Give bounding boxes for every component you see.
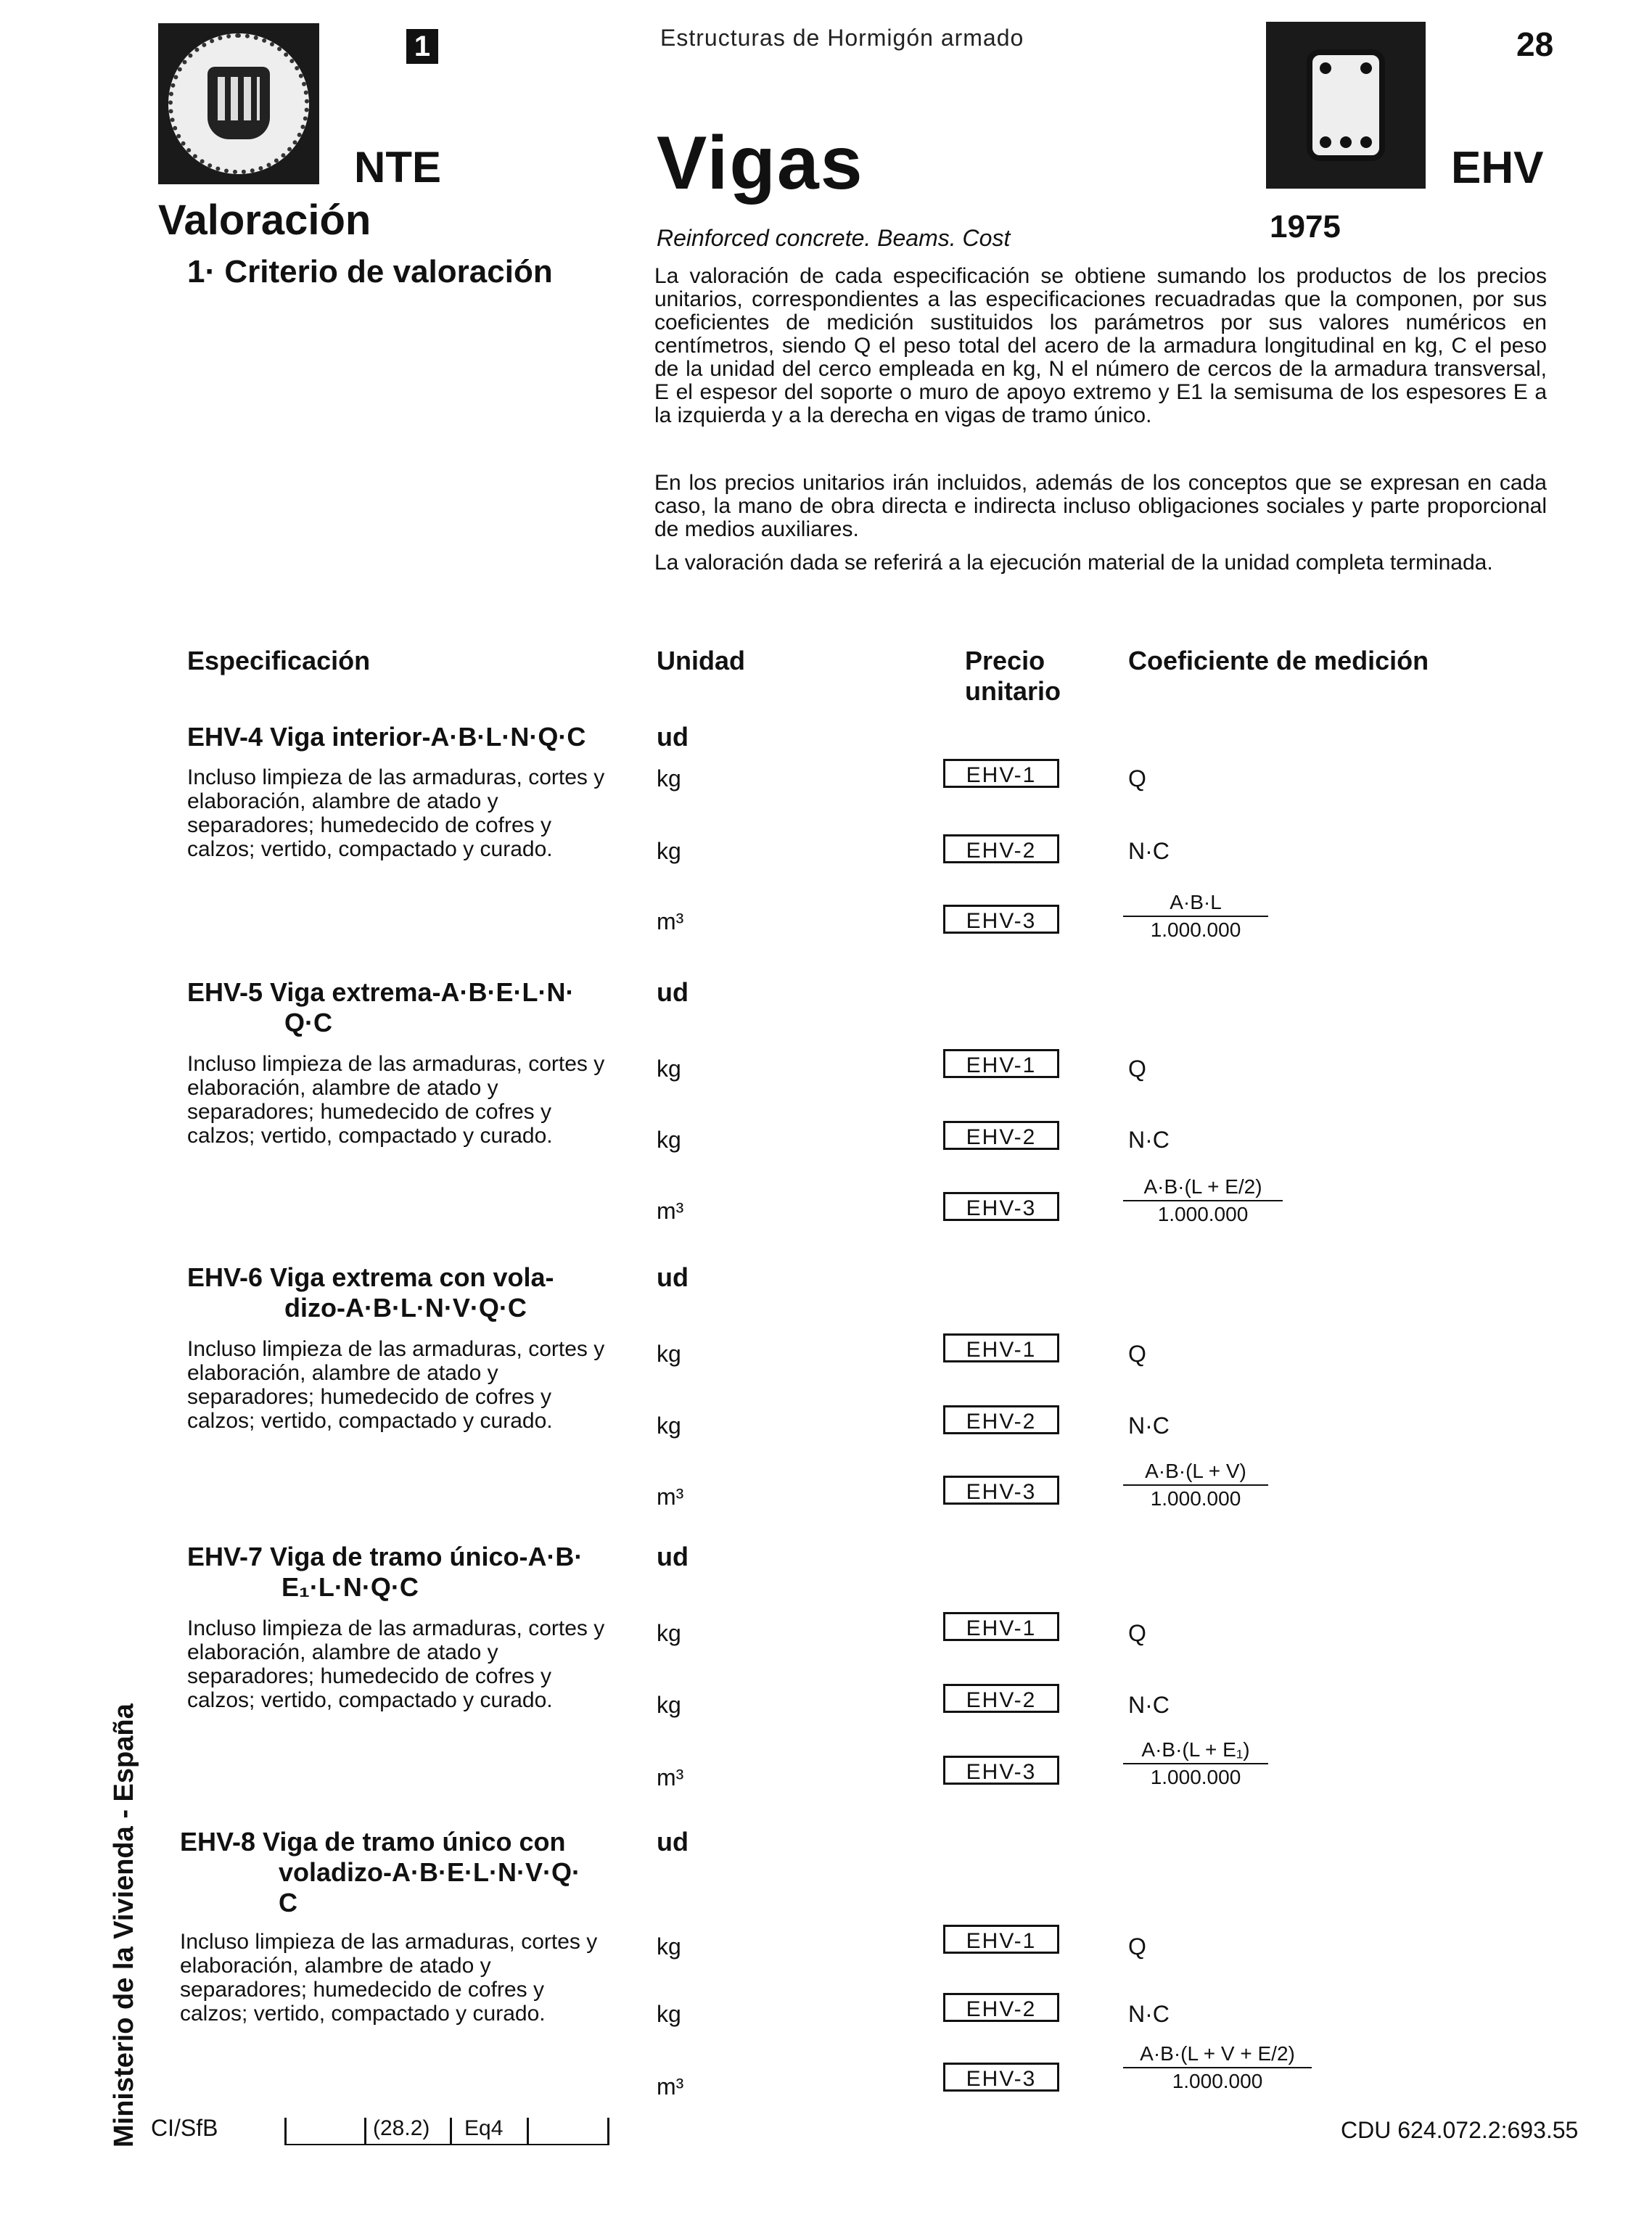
coefficient-fraction <box>1123 1460 1268 1510</box>
document-code: EHV <box>1451 143 1544 193</box>
coefficient: Q <box>1128 1933 1146 1960</box>
col-especificacion: Especificación <box>187 646 371 675</box>
coefficient: Q <box>1128 765 1146 792</box>
price-box: EHV-1 <box>943 1333 1059 1362</box>
spec-description: Incluso limpieza de las armaduras, cortes y elaboración, alambre de atado y separadores; humedecido de cofres y calzos; vertido, compactado y curado. <box>187 765 605 861</box>
fraction-numerator: A·B·(L + V + E/2) <box>1123 2042 1312 2068</box>
year: 1975 <box>1270 209 1341 244</box>
spec-code: EHV-8 Viga de tramo único con <box>180 1827 566 1857</box>
spec-unit: ud <box>657 722 689 752</box>
section-title: Valoración <box>158 197 371 244</box>
col-coeficiente: Coeficiente de medición <box>1128 646 1429 675</box>
price-box: EHV-1 <box>943 1925 1059 1954</box>
paragraph-2: En los precios unitarios irán incluidos, además de los conceptos que se expresan en cada caso, la mano de obra directa e indirecta incluso obligaciones sociales y parte proporcional de medios auxiliares. <box>654 471 1547 541</box>
fraction-denominator: 1.000.000 <box>1172 2070 1263 2092</box>
vertical-caption-text: Ministerio de la Vivienda - España <box>109 1703 139 2147</box>
paragraph-3: La valoración dada se referirá a la ejecución material de la unidad completa terminada. <box>654 551 1493 575</box>
price-box: EHV-3 <box>943 1756 1059 1785</box>
spec-description: Incluso limpieza de las armaduras, cortes y elaboración, alambre de atado y separadores; humedecido de cofres y calzos; vertido, compactado y curado. <box>187 1052 605 1148</box>
fraction-denominator: 1.000.000 <box>1157 1203 1249 1225</box>
grid-divider <box>364 2118 366 2144</box>
beam-section-icon <box>1266 22 1426 189</box>
fraction-denominator: 1.000.000 <box>1150 1766 1241 1788</box>
spec-unit: ud <box>657 1827 689 1857</box>
english-subtitle: Reinforced concrete. Beams. Cost <box>657 225 1011 251</box>
nte-label: NTE <box>354 143 441 192</box>
spec-code-cont: Q·C <box>284 1008 332 1037</box>
col-precio-2: unitario <box>965 676 1061 706</box>
row-unit: kg <box>657 765 681 792</box>
row-unit: m³ <box>657 2073 684 2100</box>
spec-code: EHV-7 Viga de tramo único-A·B· <box>187 1542 583 1571</box>
spec-code: EHV-5 Viga extrema-A·B·E·L·N· <box>187 977 575 1007</box>
spec-description: Incluso limpieza de las armaduras, cortes y elaboración, alambre de atado y separadores; humedecido de cofres y calzos; vertido, compactado y curado. <box>187 1616 605 1712</box>
cisfb-cell-1: (28.2) <box>373 2116 430 2140</box>
header-subtitle: Estructuras de Hormigón armado <box>660 25 1024 51</box>
coefficient: Q <box>1128 1056 1146 1082</box>
spec-description: Incluso limpieza de las armaduras, cortes y elaboración, alambre de atado y separadores; humedecido de cofres y calzos; vertido, compactado y curado. <box>180 1930 598 2026</box>
fraction-denominator: 1.000.000 <box>1150 918 1241 941</box>
page-number: 28 <box>1516 25 1554 63</box>
row-unit: kg <box>657 1933 681 1960</box>
row-unit: kg <box>657 1127 681 1153</box>
spec-description: Incluso limpieza de las armaduras, cortes y elaboración, alambre de atado y separadores; humedecido de cofres y calzos; vertido, compactado y curado. <box>187 1337 605 1433</box>
coefficient: N·C <box>1128 2001 1170 2027</box>
coefficient: N·C <box>1128 1413 1170 1439</box>
row-unit: m³ <box>657 1484 684 1510</box>
row-unit: m³ <box>657 908 684 934</box>
spec-code-cont: C <box>279 1888 297 1917</box>
spec-unit: ud <box>657 977 689 1007</box>
row-unit: m³ <box>657 1198 684 1224</box>
ministry-seal <box>158 23 319 184</box>
fraction-numerator: A·B·L <box>1123 891 1268 917</box>
price-box: EHV-2 <box>943 1121 1059 1150</box>
coefficient: N·C <box>1128 1127 1170 1153</box>
cisfb-cell-2: Eq4 <box>464 2116 504 2140</box>
grid-divider <box>607 2118 609 2144</box>
spec-unit: ud <box>657 1542 689 1571</box>
tomo-badge: 1 <box>406 29 438 64</box>
fraction-numerator: A·B·(L + E₁) <box>1123 1738 1268 1764</box>
coefficient-fraction <box>1123 1175 1283 1226</box>
coefficient-fraction <box>1123 891 1268 942</box>
grid-divider <box>527 2118 529 2144</box>
paragraph-1: La valoración de cada especificación se obtiene sumando los productos de los precios unitarios, correspondientes a las especificaciones recuadradas que la componen, por sus coeficientes de medición sustituidos los parámetros por sus valores numéricos en centímetros, siendo Q el peso total del acero de la armadura longitudinal en kg, C el peso de la unidad del cerco empleada en kg, N el número de cercos de la armadura transversal, E el espesor del soporte o muro de apoyo extremo y E1 la semisuma de los espesores E a la izquierda y a la derecha en vigas de tramo único. <box>654 264 1547 427</box>
cdu-code: CDU 624.072.2:693.55 <box>1341 2117 1579 2143</box>
price-box: EHV-3 <box>943 1192 1059 1221</box>
price-box: EHV-2 <box>943 1993 1059 2022</box>
row-unit: kg <box>657 1413 681 1439</box>
spec-code: EHV-4 Viga interior-A·B·L·N·Q·C <box>187 722 586 752</box>
spec-code-cont: E₁·L·N·Q·C <box>282 1572 419 1602</box>
vertical-caption <box>109 1683 152 2147</box>
price-box: EHV-2 <box>943 834 1059 863</box>
row-unit: kg <box>657 1692 681 1718</box>
coefficient-fraction <box>1123 1738 1268 1789</box>
coefficient: Q <box>1128 1341 1146 1367</box>
fraction-numerator: A·B·(L + E/2) <box>1123 1175 1283 1201</box>
spec-code-cont: voladizo-A·B·E·L·N·V·Q· <box>279 1857 580 1887</box>
row-unit: kg <box>657 838 681 864</box>
cisfb-classification-grid <box>284 2115 609 2145</box>
price-box: EHV-3 <box>943 2063 1059 2092</box>
price-box: EHV-1 <box>943 1049 1059 1078</box>
coefficient: N·C <box>1128 838 1170 864</box>
spec-unit: ud <box>657 1262 689 1292</box>
row-unit: kg <box>657 1620 681 1646</box>
price-box: EHV-1 <box>943 1612 1059 1641</box>
grid-divider <box>450 2118 452 2144</box>
price-box: EHV-3 <box>943 1476 1059 1505</box>
spec-code: EHV-6 Viga extrema con vola- <box>187 1262 554 1292</box>
price-box: EHV-2 <box>943 1684 1059 1713</box>
coefficient: N·C <box>1128 1692 1170 1718</box>
grid-divider <box>284 2118 287 2144</box>
row-unit: kg <box>657 2001 681 2027</box>
col-precio-1: Precio <box>965 646 1045 675</box>
coefficient: Q <box>1128 1620 1146 1646</box>
price-box: EHV-2 <box>943 1405 1059 1434</box>
price-box: EHV-1 <box>943 759 1059 788</box>
col-unidad: Unidad <box>657 646 745 675</box>
fraction-denominator: 1.000.000 <box>1150 1487 1241 1510</box>
row-unit: kg <box>657 1341 681 1367</box>
fraction-numerator: A·B·(L + V) <box>1123 1460 1268 1486</box>
page-title: Vigas <box>657 121 864 205</box>
criterio-heading: 1· Criterio de valoración <box>187 254 553 289</box>
coefficient-fraction <box>1123 2042 1312 2093</box>
row-unit: kg <box>657 1056 681 1082</box>
row-unit: m³ <box>657 1764 684 1791</box>
price-box: EHV-3 <box>943 905 1059 934</box>
spec-code-cont: dizo-A·B·L·N·V·Q·C <box>284 1293 527 1323</box>
cisfb-label: CI/SfB <box>151 2115 218 2141</box>
